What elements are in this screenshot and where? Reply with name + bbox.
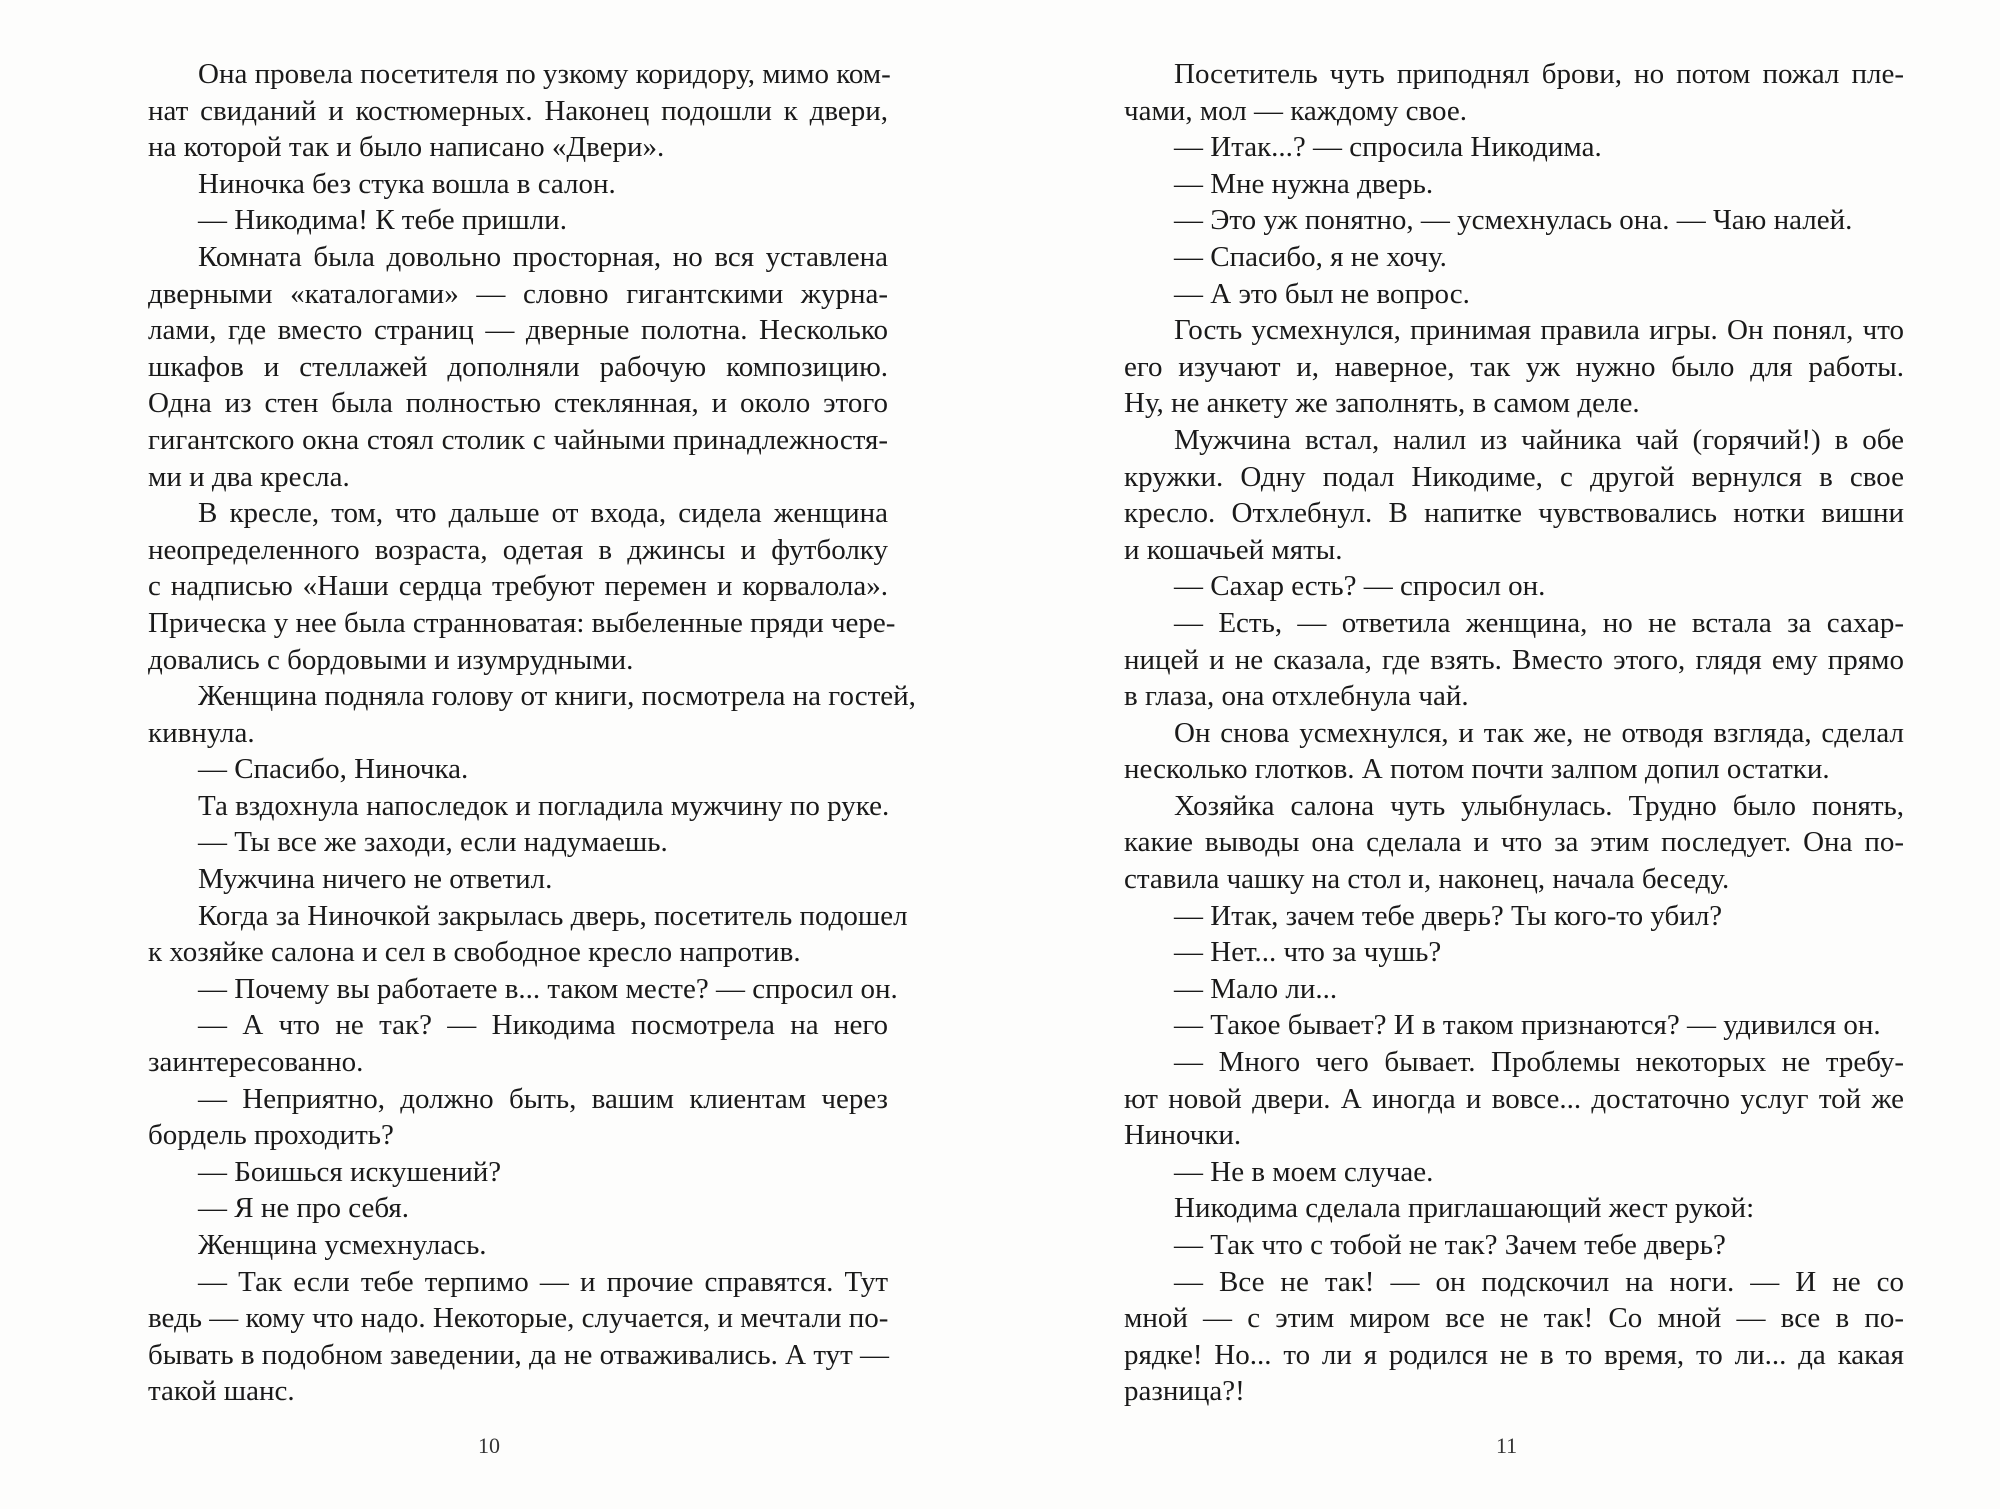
text-line: Посетитель чуть приподнял брови, но потом пожал пле-	[1174, 58, 1904, 90]
text-line: — Ты все же заходи, если надумаешь.	[198, 826, 668, 859]
text-line: Он снова усмехнулся, и так же, не отводя взгляда, сделал	[1174, 716, 1904, 749]
text-line: Одна из стен была полностью стеклянная, и около этого	[148, 387, 888, 420]
right-page-text	[1124, 56, 1904, 1410]
text-line: ведь — кому что надо. Некоторые, случается, и мечтали по-	[148, 1302, 889, 1335]
text-line: — Итак...? — спросила Никодима.	[1174, 131, 1602, 164]
text-line: — Такое бывает? И в таком признаются? — удивился он.	[1174, 1009, 1881, 1042]
text-line: кивнула.	[148, 716, 255, 749]
text-line: с надписью «Наши сердца требуют перемен и корвалола».	[148, 570, 888, 603]
text-line: Женщина усмехнулась.	[198, 1229, 487, 1261]
text-line: — Почему вы работаете в... таком месте? — спросил он.	[198, 972, 898, 1005]
text-line: — Есть, — ответила женщина, но не встала за сахар-	[1174, 606, 1904, 639]
text-line: Ниночка без стука вошла в салон.	[198, 167, 616, 200]
text-line: — Нет... что за чушь?	[1174, 936, 1442, 969]
text-line: — Мне нужна дверь.	[1174, 167, 1434, 200]
text-line: такой шанс.	[148, 1375, 295, 1408]
text-line: его изучают и, наверное, так уж нужно было для работы.	[1124, 350, 1904, 383]
text-line: — Мало ли...	[1174, 972, 1338, 1005]
text-line: В кресле, том, что дальше от входа, сидела женщина	[198, 497, 888, 530]
text-line: Мужчина ничего не ответил.	[198, 863, 553, 896]
text-line: кружки. Одну подал Никодиме, с другой вернулся в свое	[1124, 460, 1904, 493]
text-line: какие выводы она сделала и что за этим последует. Она по-	[1124, 826, 1904, 859]
text-line: ставила чашку на стол и, наконец, начала беседу.	[1124, 863, 1730, 896]
text-line: — А что не так? — Никодима посмотрела на него	[198, 1009, 888, 1042]
text-line: Та вздохнула напоследок и погладила мужчину по руке.	[198, 789, 890, 822]
text-line: дверными «каталогами» — словно гигантскими журна-	[148, 277, 888, 310]
text-line: неопределенного возраста, одетая в джинсы и футболку	[148, 533, 888, 566]
text-line: довались с бордовыми и изумрудными.	[148, 643, 634, 676]
text-line: — Много чего бывает. Проблемы некоторых не требу-	[1174, 1046, 1904, 1079]
text-line: — Я не про себя.	[198, 1192, 409, 1225]
text-line: — Так если тебе терпимо — и прочие справятся. Тут	[198, 1265, 888, 1298]
text-line: — Спасибо, я не хочу.	[1174, 240, 1447, 273]
text-line: ми и два кресла.	[148, 460, 350, 493]
text-line: — Сахар есть? — спросил он.	[1174, 570, 1546, 603]
text-line: — Не в моем случае.	[1174, 1155, 1434, 1188]
text-line: Гость усмехнулся, принимая правила игры. Он понял, что	[1174, 314, 1904, 347]
text-line: Никодима сделала приглашающий жест рукой:	[1174, 1192, 1755, 1225]
left-page-text	[148, 56, 916, 1410]
text-line: мной — с этим миром все не так! Со мной — все в по-	[1124, 1302, 1904, 1335]
text-line: чами, мол — каждому свое.	[1124, 94, 1467, 127]
text-line: на которой так и было написано «Двери».	[148, 131, 665, 164]
text-line: разница?!	[1124, 1375, 1245, 1408]
text-line: шкафов и стеллажей дополняли рабочую композицию.	[148, 350, 888, 383]
text-line: к хозяйке салона и сел в свободное кресло напротив.	[148, 936, 801, 969]
text-line: — Боишься искушений?	[198, 1155, 502, 1188]
text-line: Прическа у нее была странноватая: выбеленные пряди чере-	[148, 606, 896, 639]
text-line: в глаза, она отхлебнула чай.	[1124, 680, 1469, 713]
text-line: Женщина подняла голову от книги, посмотрела на гостей,	[198, 680, 916, 713]
text-line: — Спасибо, Ниночка.	[198, 753, 469, 786]
page-number-right: 11	[1496, 1433, 1518, 1458]
text-line: — Никодима! К тебе пришли.	[198, 204, 567, 237]
text-line: и кошачьей мяты.	[1124, 533, 1343, 566]
text-line: Ну, не анкету же заполнять, в самом деле.	[1124, 387, 1640, 420]
text-line: — Неприятно, должно быть, вашим клиентам через	[198, 1082, 888, 1115]
text-line: нат свиданий и костюмерных. Наконец подошли к двери,	[148, 94, 888, 127]
text-line: гигантского окна стоял столик с чайными принадлежностя-	[148, 423, 888, 456]
text-line: несколько глотков. А потом почти залпом допил остатки.	[1124, 753, 1830, 786]
text-line: заинтересованно.	[148, 1046, 364, 1079]
text-line: — Итак, зачем тебе дверь? Ты кого-то убил?	[1174, 899, 1723, 932]
page-number-left: 10	[478, 1433, 500, 1458]
text-line: бывать в подобном заведении, да не отваживались. А тут —	[148, 1338, 890, 1371]
text-line: — Так что с тобой не так? Зачем тебе дверь?	[1174, 1229, 1726, 1261]
text-line: ницей и не сказала, где взять. Вместо этого, глядя ему прямо	[1124, 643, 1904, 676]
text-line: Когда за Ниночкой закрылась дверь, посетитель подошел	[198, 899, 908, 932]
text-line: рядке! Но... то ли я родился не в то время, то ли... да какая	[1124, 1338, 1904, 1371]
text-line: Комната была довольно просторная, но вся уставлена	[198, 240, 888, 273]
text-line: — А это был не вопрос.	[1174, 277, 1470, 310]
text-line: Она провела посетителя по узкому коридору, мимо ком-	[198, 58, 891, 90]
text-line: ют новой двери. А иногда и вовсе... достаточно услуг той же	[1124, 1082, 1904, 1115]
text-line: Хозяйка салона чуть улыбнулась. Трудно было понять,	[1174, 789, 1904, 822]
text-line: лами, где вместо страниц — дверные полотна. Несколько	[148, 314, 888, 347]
text-line: — Все не так! — он подскочил на ноги. — И не со	[1174, 1265, 1904, 1298]
text-line: кресло. Отхлебнул. В напитке чувствовались нотки вишни	[1124, 497, 1904, 530]
text-line: Ниночки.	[1124, 1119, 1242, 1152]
text-line: — Это уж понятно, — усмехнулась она. — Чаю налей.	[1174, 204, 1853, 237]
text-line: бордель проходить?	[148, 1119, 394, 1152]
text-line: Мужчина встал, налил из чайника чай (горячий!) в обе	[1174, 423, 1904, 456]
